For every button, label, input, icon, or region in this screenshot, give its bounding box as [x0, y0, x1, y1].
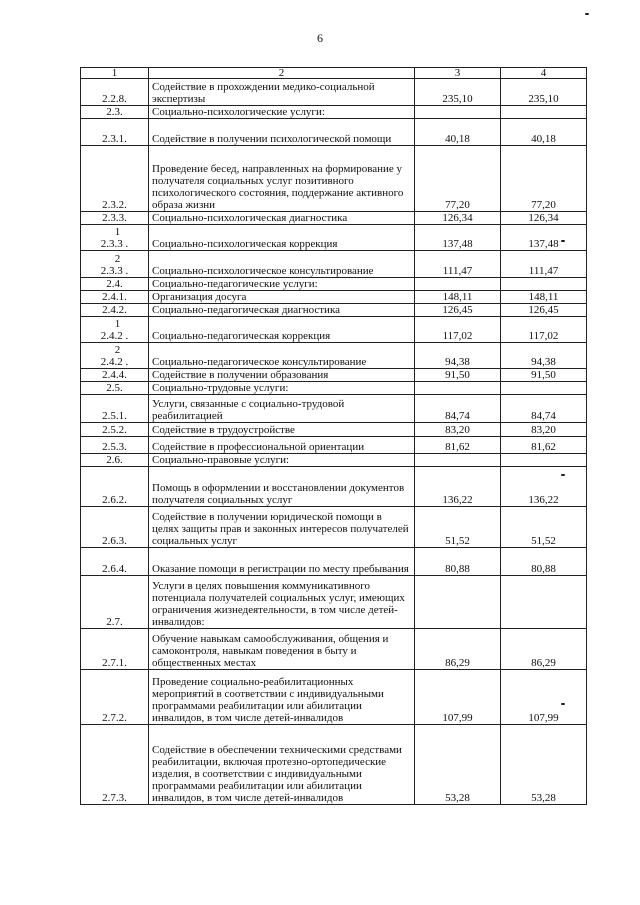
- row-code-text: 2.3.3.: [102, 212, 127, 224]
- row-code-superscript: 1: [114, 226, 121, 238]
- row-value-col4: 107,99: [501, 670, 587, 725]
- row-value-col4: 91,50: [501, 369, 587, 382]
- row-value-col3: 53,28: [415, 725, 501, 805]
- row-value-col3: [415, 106, 501, 119]
- row-code: [81, 251, 149, 278]
- row-service-name: Социально-педагогическая диагностика: [149, 304, 415, 317]
- row-code: [81, 106, 149, 119]
- row-service-name: Организация досуга: [149, 291, 415, 304]
- row-value-col3: 126,34: [415, 212, 501, 225]
- row-code: [81, 317, 149, 343]
- row-value-col3: 51,52: [415, 507, 501, 548]
- table-body: [81, 68, 587, 805]
- row-code-text: 2.4.2 .: [100, 330, 129, 342]
- row-value-col4: 80,88: [501, 548, 587, 576]
- table-row: [81, 304, 587, 317]
- table-row: [81, 106, 587, 119]
- row-code: [81, 119, 149, 146]
- row-code-text: 2.3.1.: [102, 133, 127, 145]
- row-code: [81, 507, 149, 548]
- row-value-col3: [415, 382, 501, 395]
- row-value-col4: 136,22: [501, 467, 587, 507]
- row-code: [81, 670, 149, 725]
- header-cell: 4: [501, 68, 587, 79]
- row-service-name: Услуги в целях повышения коммуникативного потенциала получателей социальных услуг, имеющих ограничения жизнедеятельности, в том числе детей-инвалидов:: [149, 576, 415, 629]
- row-value-col4: [501, 454, 587, 467]
- row-value-col3: 126,45: [415, 304, 501, 317]
- row-code: [81, 278, 149, 291]
- row-value-col4: 148,11: [501, 291, 587, 304]
- row-code-superscript: 1: [114, 318, 121, 330]
- row-code-text: 2.5.1.: [102, 410, 127, 422]
- row-service-name: Социально-педагогическое консультирование: [149, 343, 415, 369]
- row-code-superscript: 2: [114, 344, 121, 356]
- row-value-col3: 84,74: [415, 395, 501, 423]
- row-value-col3: 81,62: [415, 437, 501, 454]
- row-code: [81, 437, 149, 454]
- table-row: [81, 629, 587, 670]
- row-value-col3: 86,29: [415, 629, 501, 670]
- row-code: [81, 146, 149, 212]
- row-service-name: Оказание помощи в регистрации по месту пребывания: [149, 548, 415, 576]
- row-value-col3: [415, 278, 501, 291]
- row-value-col3: 136,22: [415, 467, 501, 507]
- header-cell: 2: [149, 68, 415, 79]
- header-cell: 1: [81, 68, 149, 79]
- row-service-name: Социально-трудовые услуги:: [149, 382, 415, 395]
- row-value-col3: 80,88: [415, 548, 501, 576]
- table-row: [81, 437, 587, 454]
- row-code-text: 2.2.8.: [102, 93, 127, 105]
- tariff-table: [80, 67, 587, 805]
- table-row: [81, 79, 587, 106]
- table-row: [81, 454, 587, 467]
- table-row: [81, 317, 587, 343]
- row-service-name: Содействие в прохождении медико-социальной экспертизы: [149, 79, 415, 106]
- row-service-name: Социально-педагогические услуги:: [149, 278, 415, 291]
- row-code: [81, 467, 149, 507]
- table-row: [81, 212, 587, 225]
- row-value-col4: [501, 382, 587, 395]
- row-service-name: Проведение социально-реабилитационных мероприятий в соответствии с индивидуальными программами реабилитации или абилитации инвалидов, в том числе детей-инвалидов: [149, 670, 415, 725]
- table-row: [81, 576, 587, 629]
- row-value-col3: 107,99: [415, 670, 501, 725]
- row-value-col3: [415, 576, 501, 629]
- row-code: [81, 423, 149, 437]
- row-code-text: 2.6.4.: [102, 563, 127, 575]
- table-row: [81, 670, 587, 725]
- row-code: [81, 576, 149, 629]
- row-value-col4: [501, 576, 587, 629]
- row-code: [81, 382, 149, 395]
- row-value-col4: 126,45: [501, 304, 587, 317]
- row-code-text: 2.7.1.: [102, 657, 127, 669]
- row-code-superscript: 2: [114, 253, 121, 265]
- row-code-text: 2.6.2.: [102, 494, 127, 506]
- row-value-col4: 94,38: [501, 343, 587, 369]
- table-row: [81, 382, 587, 395]
- row-code: [81, 369, 149, 382]
- row-value-col3: 111,47: [415, 251, 501, 278]
- row-value-col3: 148,11: [415, 291, 501, 304]
- table-row: [81, 423, 587, 437]
- row-code-text: 2.4.4.: [102, 369, 127, 381]
- row-code: [81, 212, 149, 225]
- table-row: [81, 507, 587, 548]
- row-value-col4: 77,20: [501, 146, 587, 212]
- row-code-text: 2.7.3.: [102, 792, 127, 804]
- row-service-name: Социально-психологическая коррекция: [149, 225, 415, 251]
- row-service-name: Содействие в трудоустройстве: [149, 423, 415, 437]
- row-service-name: Содействие в профессиональной ориентации: [149, 437, 415, 454]
- row-code-text: 2.4.2.: [102, 304, 127, 316]
- row-value-col4: 137,48: [501, 225, 587, 251]
- row-service-name: Содействие в получении юридической помощи в целях защиты прав и законных интересов получателей социальных услуг: [149, 507, 415, 548]
- row-code-text: 2.3.3 .: [100, 238, 129, 250]
- header-cell: 3: [415, 68, 501, 79]
- table-row: [81, 225, 587, 251]
- row-code: [81, 225, 149, 251]
- table-row: [81, 467, 587, 507]
- row-code: [81, 343, 149, 369]
- row-code: [81, 291, 149, 304]
- row-code-text: 2.7.: [106, 616, 123, 628]
- table-row: [81, 548, 587, 576]
- row-service-name: Содействие в обеспечении техническими средствами реабилитации, включая протезно-ортопедические изделия, в соответствии с индивидуальными программами реабилитации или абилитации инвалидов, в том числе детей-инвалидов: [149, 725, 415, 805]
- row-value-col4: 235,10: [501, 79, 587, 106]
- row-service-name: Помощь в оформлении и восстановлении документов получателя социальных услуг: [149, 467, 415, 507]
- row-code-text: 2.3.3 .: [100, 265, 129, 277]
- row-code: [81, 629, 149, 670]
- row-service-name: Проведение бесед, направленных на формирование у получателя социальных услуг позитивного психологического состояния, поддержание активного образа жизни: [149, 146, 415, 212]
- row-service-name: Социально-психологическая диагностика: [149, 212, 415, 225]
- row-code: [81, 725, 149, 805]
- row-service-name: Услуги, связанные с социально-трудовой реабилитацией: [149, 395, 415, 423]
- table-row: [81, 251, 587, 278]
- row-value-col3: 94,38: [415, 343, 501, 369]
- row-value-col3: [415, 454, 501, 467]
- row-value-col4: 126,34: [501, 212, 587, 225]
- table-row: [81, 343, 587, 369]
- row-value-col4: 83,20: [501, 423, 587, 437]
- row-service-name: Социально-психологическое консультирование: [149, 251, 415, 278]
- row-service-name: Обучение навыкам самообслуживания, общения и самоконтроля, навыкам поведения в быту и общественных местах: [149, 629, 415, 670]
- table-row: [81, 725, 587, 805]
- row-code-text: 2.4.: [106, 278, 123, 290]
- row-code: [81, 79, 149, 106]
- row-value-col3: 137,48: [415, 225, 501, 251]
- row-code-text: 2.3.2.: [102, 199, 127, 211]
- scan-speck: [585, 13, 589, 15]
- row-code: [81, 304, 149, 317]
- table-row: [81, 278, 587, 291]
- row-value-col3: 83,20: [415, 423, 501, 437]
- row-service-name: Социально-педагогическая коррекция: [149, 317, 415, 343]
- row-value-col4: 53,28: [501, 725, 587, 805]
- row-code: [81, 454, 149, 467]
- table-row: [81, 146, 587, 212]
- row-code-text: 2.4.1.: [102, 291, 127, 303]
- row-value-col3: 77,20: [415, 146, 501, 212]
- row-code-text: 2.6.: [106, 454, 123, 466]
- row-value-col4: [501, 106, 587, 119]
- row-value-col4: [501, 278, 587, 291]
- row-value-col4: 117,02: [501, 317, 587, 343]
- row-value-col4: 111,47: [501, 251, 587, 278]
- table-header-row: [81, 68, 587, 79]
- row-service-name: Социально-психологические услуги:: [149, 106, 415, 119]
- row-service-name: Содействие в получении образования: [149, 369, 415, 382]
- row-code-text: 2.5.2.: [102, 424, 127, 436]
- table-row: [81, 395, 587, 423]
- row-code-text: 2.7.2.: [102, 712, 127, 724]
- row-value-col4: 40,18: [501, 119, 587, 146]
- row-code: [81, 548, 149, 576]
- row-value-col3: 40,18: [415, 119, 501, 146]
- row-value-col3: 91,50: [415, 369, 501, 382]
- row-code-text: 2.6.3.: [102, 535, 127, 547]
- table-row: [81, 369, 587, 382]
- row-value-col4: 51,52: [501, 507, 587, 548]
- row-value-col4: 81,62: [501, 437, 587, 454]
- row-value-col4: 86,29: [501, 629, 587, 670]
- row-code-text: 2.5.: [106, 382, 123, 394]
- row-value-col3: 235,10: [415, 79, 501, 106]
- table-row: [81, 291, 587, 304]
- row-code-text: 2.4.2 .: [100, 356, 129, 368]
- row-service-name: Социально-правовые услуги:: [149, 454, 415, 467]
- row-code: [81, 395, 149, 423]
- row-value-col3: 117,02: [415, 317, 501, 343]
- table-row: [81, 119, 587, 146]
- row-code-text: 2.5.3.: [102, 441, 127, 453]
- page-number: 6: [317, 31, 323, 45]
- row-service-name: Содействие в получении психологической помощи: [149, 119, 415, 146]
- row-value-col4: 84,74: [501, 395, 587, 423]
- row-code-text: 2.3.: [106, 106, 123, 118]
